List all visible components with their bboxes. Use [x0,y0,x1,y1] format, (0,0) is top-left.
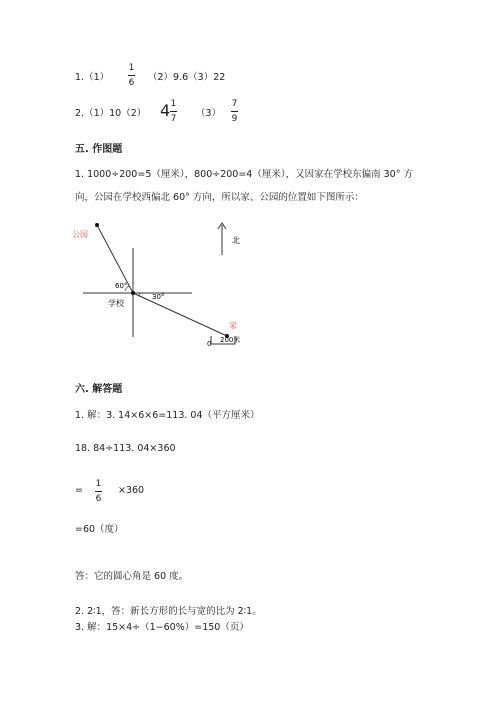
angle30-label: 30° [152,293,165,301]
section6-line7: 3. 解：15×4÷（1−60%）=150（页） [75,622,249,633]
section6-line1: 1. 解：3. 14×6×6=113. 04（平方厘米） [75,410,260,421]
section6-fraction-den: 6 [95,494,102,504]
q2-fraction2 [231,99,238,124]
home-line [133,293,227,336]
section6-line4: =60（度） [75,524,124,535]
school-label: 学校 [108,299,124,308]
q2-prefix: 2.（1）10（2） [75,108,147,119]
fraction-bar [128,75,135,76]
school-point [131,291,135,295]
park-label: 公园 [72,230,88,239]
section6-line2: 18. 84÷113. 04×360 [75,443,176,454]
section6-line3-equals: = [75,485,83,496]
q2-part3: （3） [196,108,222,119]
scale-label: 200米 [220,336,241,344]
q1-fraction-num: 1 [128,63,135,73]
section6-line3-rest: ×360 [118,485,145,496]
q2-whole: 4 [160,101,171,120]
q2-fraction2-den: 9 [231,114,238,124]
scale-zero: 0 [207,340,212,348]
section5-heading: 五. 作图题 [75,144,123,155]
q2-fraction [170,99,177,124]
north-label: 北 [232,236,240,245]
q1-fraction [128,63,135,88]
location-diagram [70,215,280,355]
angle60-label: 60° [115,282,128,290]
q1-prefix: 1.（1） [75,72,110,83]
fraction-bar [231,111,238,112]
section6-heading: 六. 解答题 [75,384,123,395]
home-label: 家 [229,321,237,330]
q1-fraction-den: 6 [128,78,135,88]
section5-line1: 1. 1000÷200=5（厘米），800÷200=4（厘米），又因家在学校东偏南 30° 方 [75,169,413,180]
section6-fraction [95,479,102,504]
section5-line2: 向，公园在学校西偏北 60° 方向，所以家、公园的位置如下图所示： [75,192,364,203]
q1-suffix: （2）9.6（3）22 [148,72,226,83]
section6-fraction-num: 1 [95,479,102,489]
fraction-bar [95,491,102,492]
q2-fraction2-num: 7 [231,99,238,109]
q2-fraction-num: 1 [170,99,177,109]
q2-fraction-den: 7 [170,114,177,124]
section6-line6: 2. 2∶1，答：新长方形的长与宽的比为 2∶1。 [75,606,262,617]
fraction-bar [170,111,177,112]
section6-line5: 答：它的圆心角是 60 度。 [75,571,189,582]
park-point [95,223,99,227]
